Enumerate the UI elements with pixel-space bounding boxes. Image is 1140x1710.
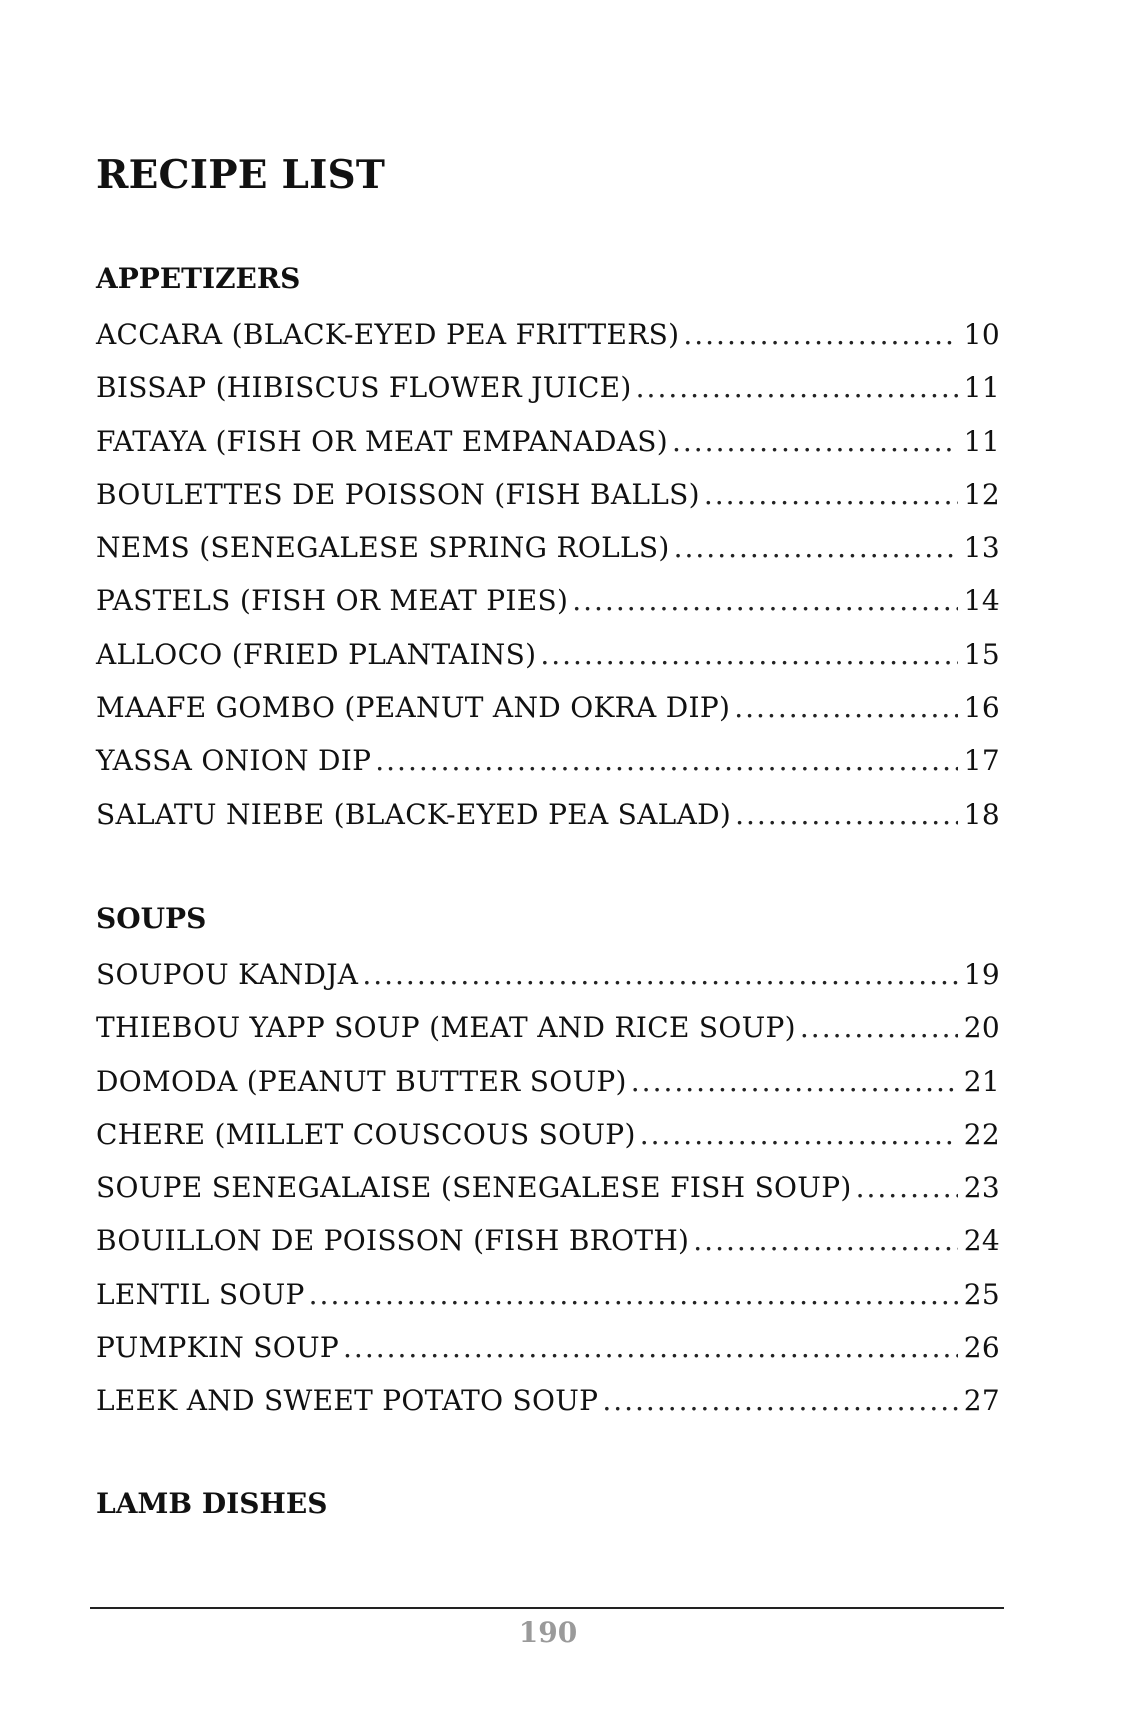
toc-entry-page: 13	[963, 531, 1000, 565]
toc-entry-page: 17	[963, 744, 1000, 778]
section-lamb-dishes	[96, 1487, 1000, 1533]
toc-entry-page: 16	[963, 691, 1000, 725]
toc-entry[interactable]	[96, 1268, 1000, 1321]
section-appetizers	[96, 262, 1000, 841]
toc-entry-name: YASSA ONION DIP	[96, 744, 372, 778]
dot-leader	[856, 1161, 958, 1214]
toc-entry-name: SOUPOU KANDJA	[96, 958, 359, 991]
footer-divider	[90, 1607, 1004, 1609]
toc-entry-name: SOUPE SENEGALAISE (SENEGALESE FISH SOUP)	[96, 1171, 852, 1205]
toc-entry-name: MAAFE GOMBO (PEANUT AND OKRA DIP)	[96, 691, 731, 725]
toc-entry-page: 10	[963, 318, 1000, 351]
section-heading: LAMB DISHES	[96, 1487, 328, 1520]
dot-leader	[735, 788, 958, 841]
toc-entry-page: 26	[963, 1331, 1000, 1365]
toc-entry-name: BOUILLON DE POISSON (FISH BROTH)	[96, 1224, 690, 1258]
toc-entry-page: 11	[963, 424, 1000, 458]
dot-leader	[572, 574, 958, 627]
toc-entry[interactable]	[96, 628, 1000, 681]
toc-entry-name: ALLOCO (FRIED PLANTAINS)	[96, 637, 537, 671]
toc-entry-name: PUMPKIN SOUP	[96, 1331, 340, 1365]
dot-leader	[640, 1108, 958, 1161]
toc-entry-page: 25	[963, 1277, 1000, 1311]
toc-entry[interactable]	[96, 521, 1000, 574]
toc-entry[interactable]	[96, 1374, 1000, 1427]
toc-entry-name: BOULETTES DE POISSON (FISH BALLS)	[96, 477, 700, 511]
page-number: 190	[518, 1616, 578, 1649]
dot-leader	[362, 948, 957, 1001]
dot-leader	[636, 361, 958, 414]
page-title: RECIPE LIST	[96, 152, 386, 198]
toc-entry-name: PASTELS (FISH OR MEAT PIES)	[96, 584, 569, 618]
section-heading: SOUPS	[96, 902, 207, 935]
dot-leader	[309, 1268, 958, 1321]
toc-entry[interactable]	[96, 788, 1000, 841]
toc-entry[interactable]	[96, 1321, 1000, 1374]
toc-entry-page: 27	[963, 1384, 1000, 1418]
dot-leader	[540, 628, 957, 681]
toc-entry[interactable]	[96, 681, 1000, 734]
toc-entry-name: LEEK AND SWEET POTATO SOUP	[96, 1384, 599, 1418]
toc-entry-page: 14	[963, 584, 1000, 618]
toc-entry[interactable]	[96, 361, 1000, 414]
toc-entry[interactable]	[96, 1108, 1000, 1161]
toc-entry-name: ACCARA (BLACK-EYED PEA FRITTERS)	[96, 318, 680, 351]
toc-entry-name: FATAYA (FISH OR MEAT EMPANADAS)	[96, 424, 668, 458]
dot-leader	[674, 521, 958, 574]
toc-entry-page: 15	[963, 637, 1000, 671]
toc-entry[interactable]	[96, 1161, 1000, 1214]
toc-entry[interactable]	[96, 574, 1000, 627]
toc-entry-page: 23	[963, 1171, 1000, 1205]
dot-leader	[800, 1001, 958, 1054]
dot-leader	[734, 681, 958, 734]
section-heading: APPETIZERS	[96, 262, 301, 295]
toc-entry-page: 24	[963, 1224, 1000, 1258]
toc-entry-name: BISSAP (HIBISCUS FLOWER JUICE)	[96, 371, 632, 405]
toc-entry[interactable]	[96, 1055, 1000, 1108]
toc-entry-page: 21	[963, 1064, 1000, 1098]
toc-entry-page: 12	[963, 477, 1000, 511]
toc-list	[96, 948, 1000, 1428]
dot-leader	[693, 1214, 958, 1267]
toc-entry-name: LENTIL SOUP	[96, 1277, 305, 1311]
toc-entry-page: 19	[963, 958, 1000, 991]
toc-entry[interactable]	[96, 734, 1000, 787]
toc-entry-page: 20	[963, 1011, 1000, 1045]
toc-entry[interactable]	[96, 415, 1000, 468]
document-page	[96, 0, 1000, 1710]
toc-entry-page: 18	[963, 797, 1000, 831]
toc-entry[interactable]	[96, 948, 1000, 1001]
toc-entry[interactable]	[96, 1001, 1000, 1054]
dot-leader	[631, 1055, 958, 1108]
toc-entry[interactable]	[96, 308, 1000, 361]
toc-entry-name: CHERE (MILLET COUSCOUS SOUP)	[96, 1117, 636, 1151]
toc-list	[96, 308, 1000, 841]
toc-entry-name: THIEBOU YAPP SOUP (MEAT AND RICE SOUP)	[96, 1011, 796, 1045]
toc-entry-page: 11	[963, 371, 1000, 405]
toc-entry[interactable]	[96, 1214, 1000, 1267]
toc-entry-name: DOMODA (PEANUT BUTTER SOUP)	[96, 1064, 627, 1098]
toc-entry-page: 22	[963, 1117, 1000, 1151]
dot-leader	[375, 734, 958, 787]
dot-leader	[343, 1321, 958, 1374]
toc-entry[interactable]	[96, 468, 1000, 521]
dot-leader	[704, 468, 958, 521]
dot-leader	[672, 415, 958, 468]
section-soups	[96, 902, 1000, 1428]
dot-leader	[683, 308, 957, 361]
dot-leader	[602, 1374, 957, 1427]
toc-entry-name: SALATU NIEBE (BLACK-EYED PEA SALAD)	[96, 797, 732, 831]
toc-entry-name: NEMS (SENEGALESE SPRING ROLLS)	[96, 531, 670, 565]
